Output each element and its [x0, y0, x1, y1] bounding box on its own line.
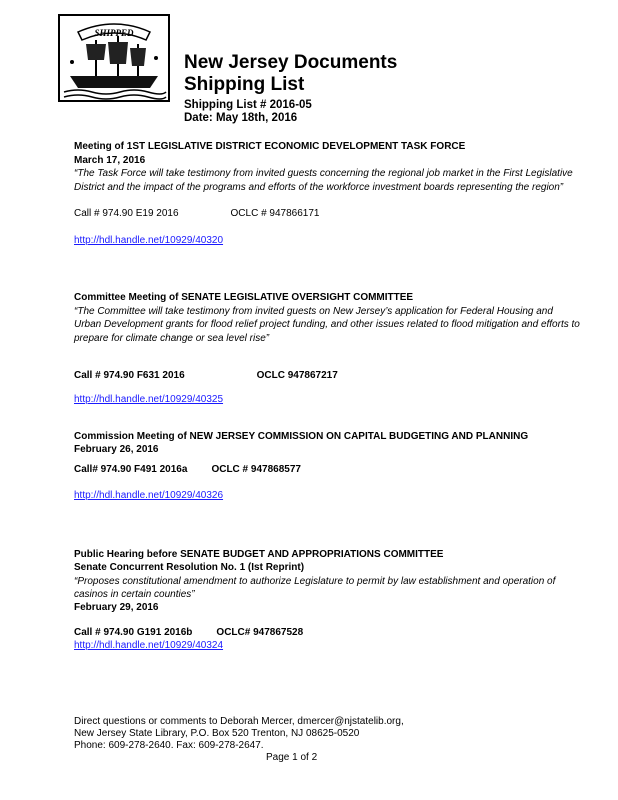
entry-4-subheading: Senate Concurrent Resolution No. 1 (Ist Reprint)	[74, 562, 305, 573]
entry-2-call-number: Call # 974.90 F631 2016	[74, 370, 185, 381]
entry-4-description-line-1: “Proposes constitutional amendment to authorize Legislature to permit by law establishment and operation of	[74, 576, 556, 587]
entry-2-handle-link[interactable]: http://hdl.handle.net/10929/40325	[74, 394, 224, 405]
footer-line-3: Phone: 609-278-2640. Fax: 609-278-2647.	[74, 740, 264, 751]
logo-banner-text: SHIPPED	[94, 28, 134, 38]
entry-1-call-number: Call # 974.90 E19 2016	[74, 208, 179, 219]
entry-2-description-line-1: “The Committee will take testimony from invited guests on New Jersey’s application for Federal Housing and	[74, 306, 553, 317]
entry-4-date: February 29, 2016	[74, 602, 159, 613]
document-title	[184, 52, 397, 96]
entry-3-handle-link[interactable]: http://hdl.handle.net/10929/40326	[74, 490, 224, 501]
footer-line-1: Direct questions or comments to Deborah Mercer, dmercer@njstatelib.org,	[74, 716, 404, 727]
entry-4-heading: Public Hearing before SENATE BUDGET AND APPROPRIATIONS COMMITTEE	[74, 549, 444, 560]
entry-3-date: February 26, 2016	[74, 444, 159, 455]
entry-2-call-line	[74, 369, 338, 382]
entry-4-handle-link[interactable]: http://hdl.handle.net/10929/40324	[74, 640, 224, 651]
entry-1-heading: Meeting of 1ST LEGISLATIVE DISTRICT ECONOMIC DEVELOPMENT TASK FORCE	[74, 141, 466, 152]
entry-3-heading: Commission Meeting of NEW JERSEY COMMISSION ON CAPITAL BUDGETING AND PLANNING	[74, 431, 529, 442]
entry-2-oclc: OCLC 947867217	[256, 370, 338, 381]
entry-2-description-line-3: prepare for climate change or sea level rise”	[74, 333, 270, 344]
entry-3-call-line	[74, 463, 301, 476]
entry-1-description-line-2: District and the impact of the programs and efforts of the workforce investment boards representing the region”	[74, 182, 564, 193]
entry-3-oclc: OCLC # 947868577	[211, 464, 301, 475]
entry-1-description-line-1: “The Task Force will take testimony from invited guests concerning the regional job market in the First Legislative	[74, 168, 573, 179]
shipping-date: Date: May 18th, 2016	[184, 112, 298, 124]
entry-2-description-line-2: Urban Development grants for flood relief project funding, and other issues related to flood mitigation and efforts to	[74, 319, 580, 330]
entry-1-oclc: OCLC # 947866171	[230, 208, 320, 219]
title-line-2: Shipping List	[184, 74, 305, 95]
shipping-list-number: Shipping List # 2016-05	[184, 99, 312, 111]
entry-4-call-line	[74, 626, 303, 639]
entry-2-heading: Committee Meeting of SENATE LEGISLATIVE OVERSIGHT COMMITTEE	[74, 292, 414, 303]
entry-1-handle-link[interactable]: http://hdl.handle.net/10929/40320	[74, 235, 224, 246]
title-line-1: New Jersey Documents	[184, 52, 398, 73]
shipped-ship-logo	[58, 14, 170, 102]
entry-1-date: March 17, 2016	[74, 155, 146, 166]
contact-footer	[74, 716, 404, 752]
entry-3-call-number: Call# 974.90 F491 2016a	[74, 464, 188, 475]
entry-4-oclc: OCLC# 947867528	[216, 627, 304, 638]
footer-line-2: New Jersey State Library, P.O. Box 520 Trenton, NJ 08625-0520	[74, 728, 360, 739]
entry-4-call-number: Call # 974.90 G191 2016b	[74, 627, 193, 638]
entry-4-description-line-2: casinos in certain counties”	[74, 589, 195, 600]
entry-1-call-line	[74, 207, 320, 220]
shipping-info	[184, 99, 312, 125]
page-number: Page 1 of 2	[266, 752, 318, 763]
